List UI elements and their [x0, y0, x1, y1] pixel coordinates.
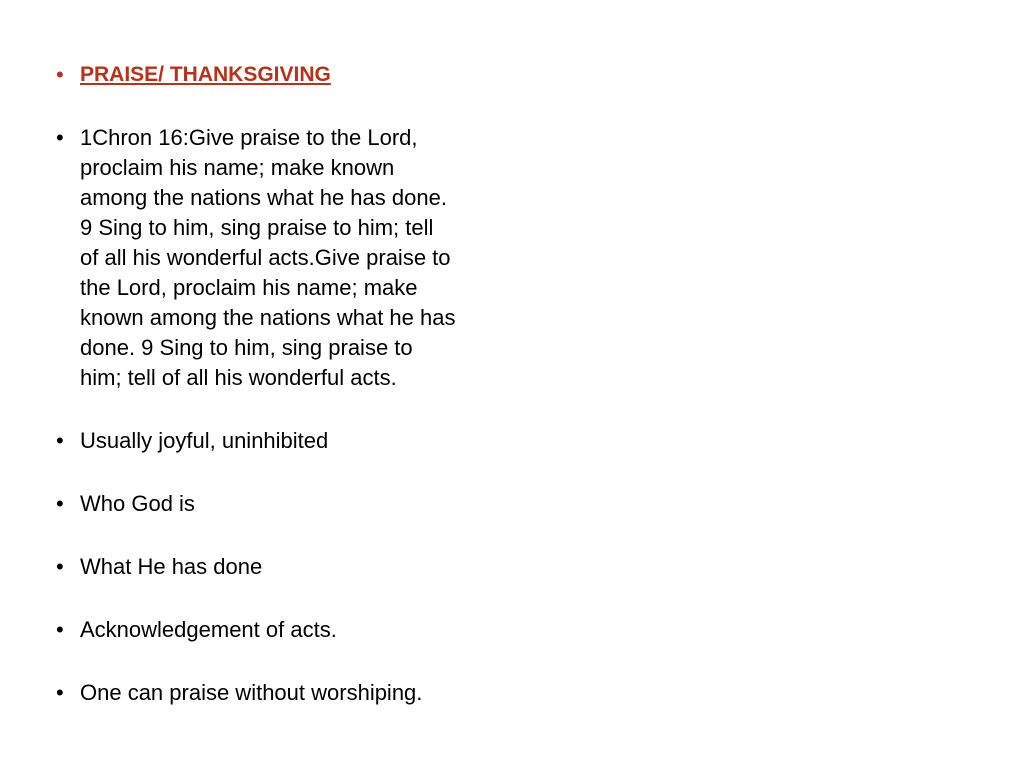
bullet-marker: • [56, 125, 64, 150]
bullet-point-text: One can praise without worshiping. [80, 680, 423, 705]
bullet-point-praise-without-worship [56, 678, 576, 708]
bullet-point-text: What He has done [80, 554, 263, 579]
bullet-marker: • [56, 62, 64, 87]
verse-line: 9 Sing to him, sing praise to him; tell [80, 215, 434, 240]
verse-text [80, 123, 540, 393]
bullet-verse [56, 123, 576, 393]
bullet-marker: • [56, 554, 64, 579]
bullet-point-text: Who God is [80, 491, 195, 516]
bullet-list [56, 60, 576, 741]
bullet-point-text: Acknowledgement of acts. [80, 617, 337, 642]
bullet-marker: • [56, 491, 64, 516]
verse-line: 1Chron 16:Give praise to the Lord, [80, 125, 418, 150]
bullet-point-text: Usually joyful, uninhibited [80, 428, 329, 453]
bullet-point-acknowledgement [56, 615, 576, 645]
verse-line: the Lord, proclaim his name; make [80, 275, 418, 300]
bullet-point-joyful [56, 426, 576, 456]
verse-line: done. 9 Sing to him, sing praise to [80, 335, 413, 360]
bullet-marker: • [56, 428, 64, 453]
bullet-marker: • [56, 617, 64, 642]
bullet-heading [56, 60, 576, 90]
verse-line: known among the nations what he has [80, 305, 456, 330]
verse-line: among the nations what he has done. [80, 185, 447, 210]
verse-line: him; tell of all his wonderful acts. [80, 365, 397, 390]
verse-line: proclaim his name; make known [80, 155, 395, 180]
bullet-marker: • [56, 680, 64, 705]
slide-heading: PRAISE/ THANKSGIVING [80, 63, 331, 86]
bullet-point-who-god-is [56, 489, 576, 519]
verse-line: of all his wonderful acts.Give praise to [80, 245, 451, 270]
bullet-point-what-he-has-done [56, 552, 576, 582]
